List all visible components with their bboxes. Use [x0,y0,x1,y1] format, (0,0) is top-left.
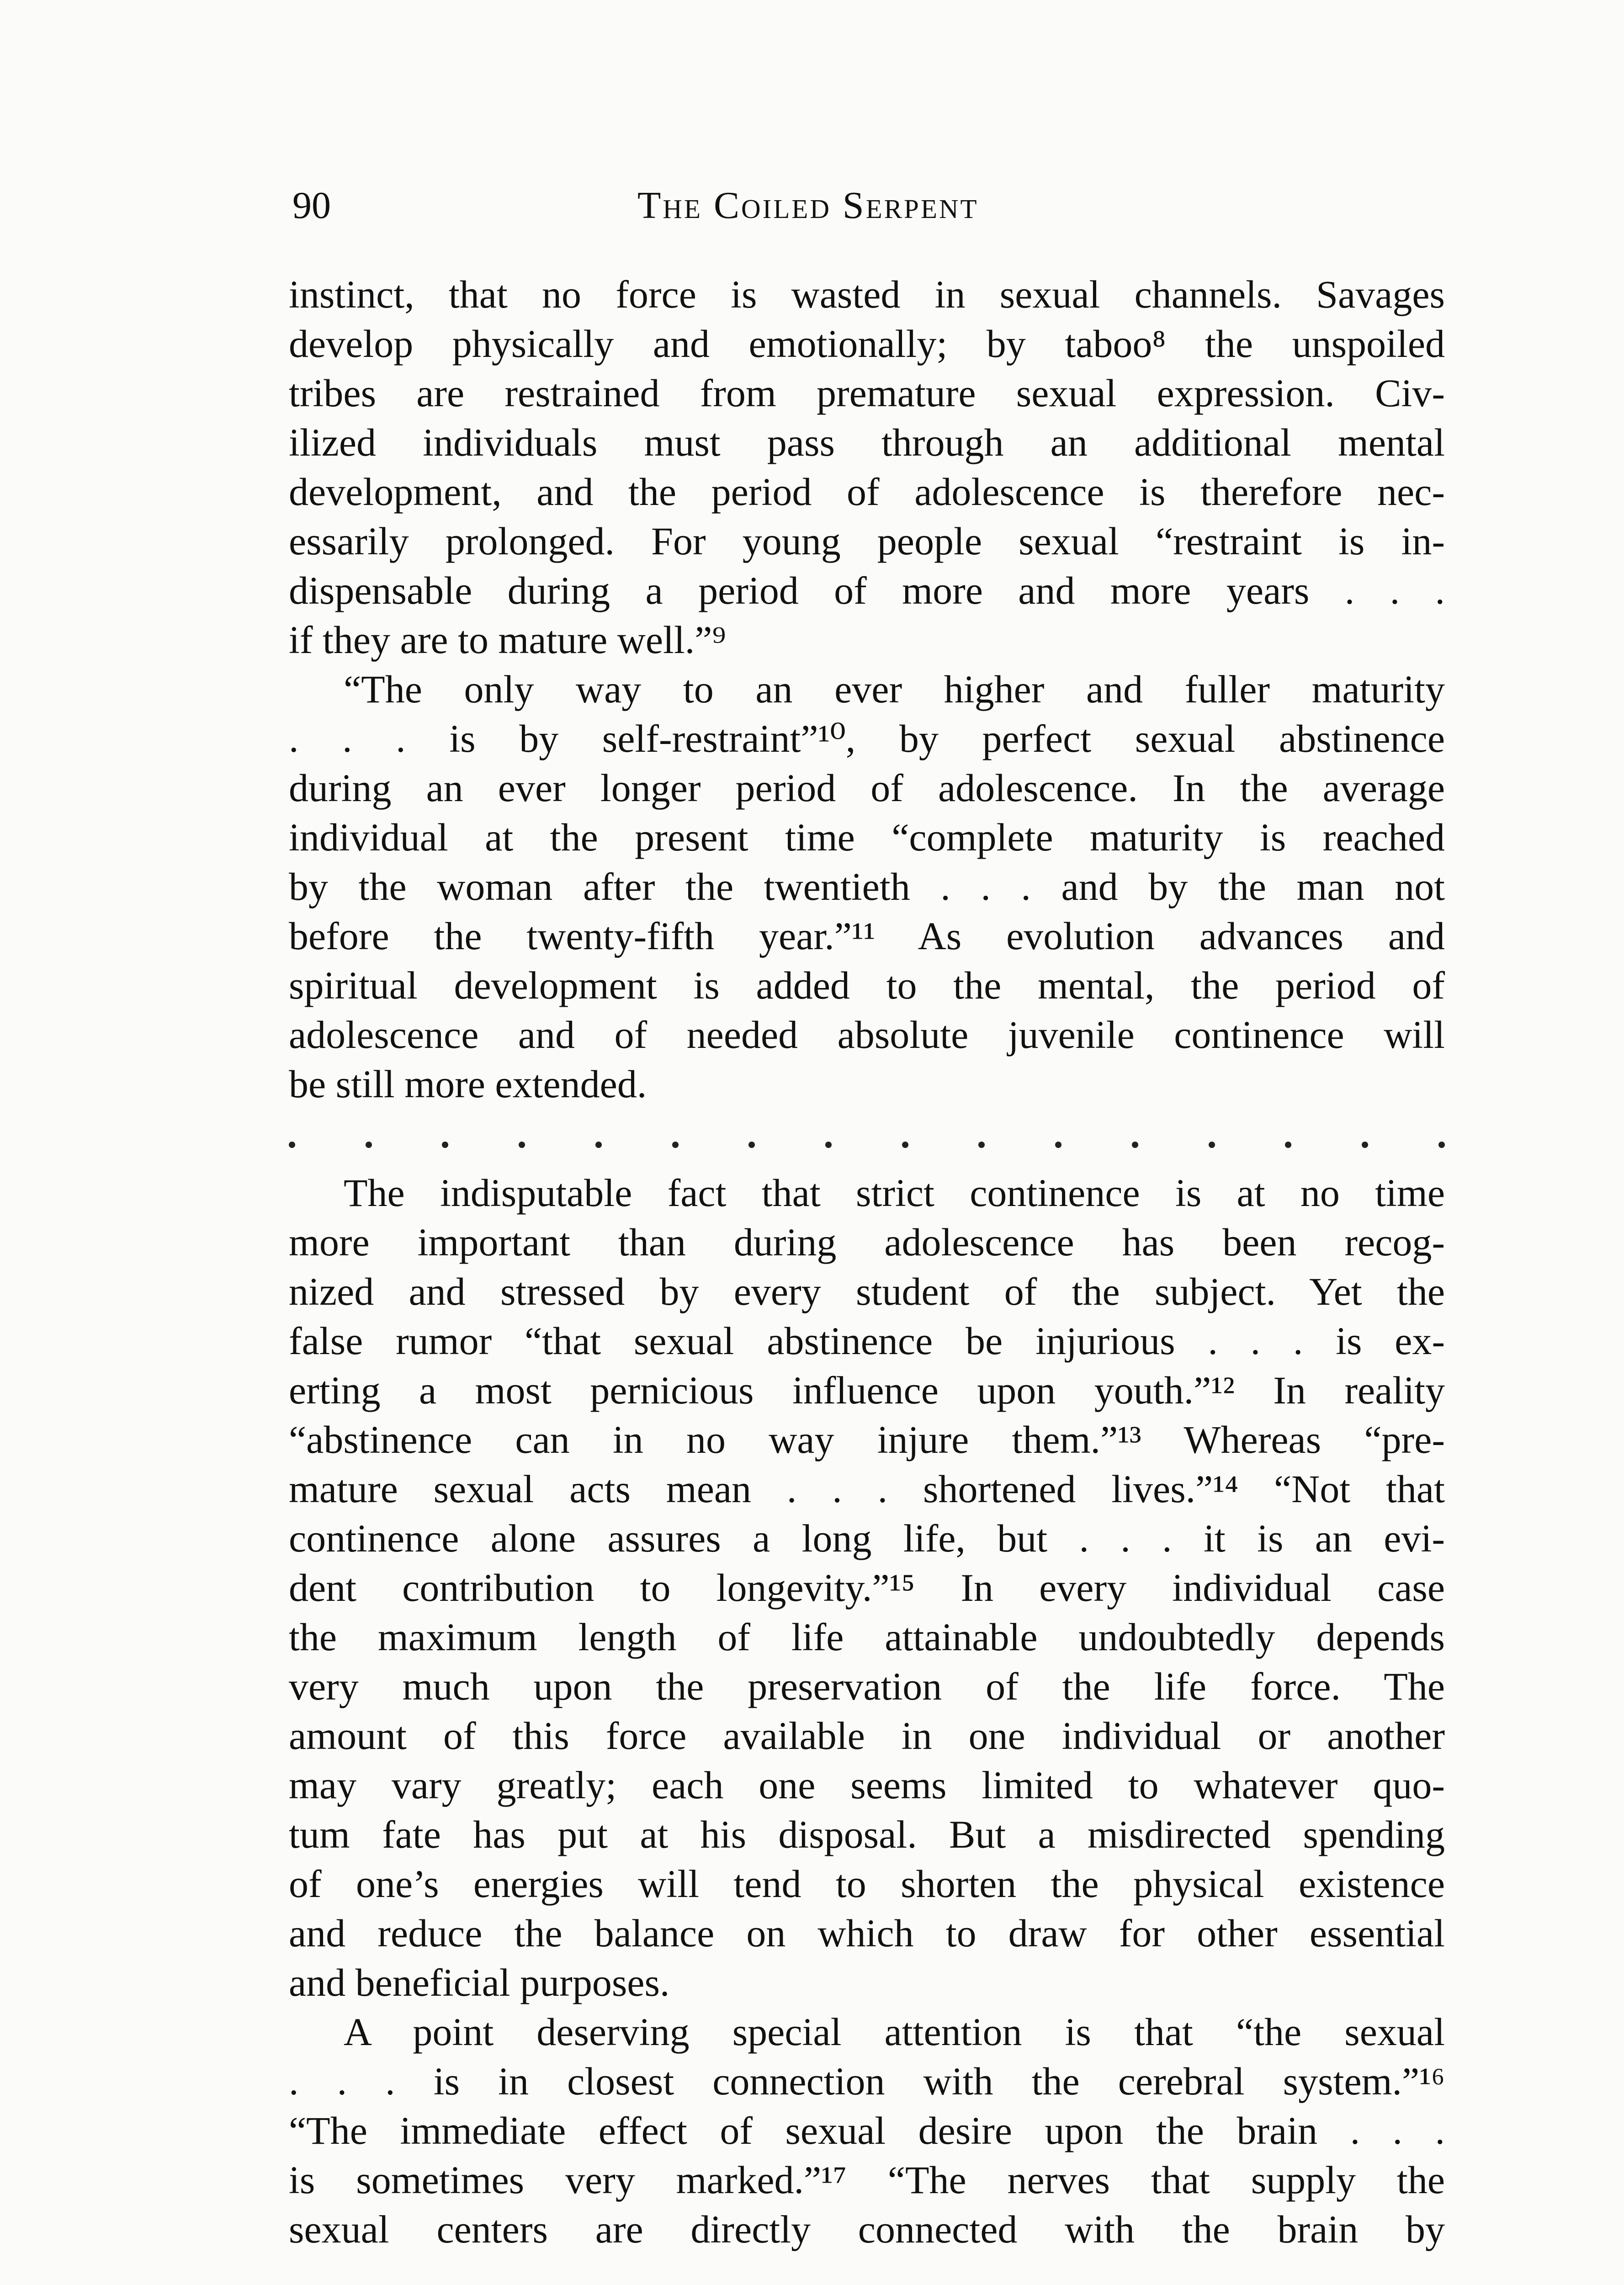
dot [442,1142,448,1148]
text-line: adolescence and of needed absolute juvenile continence will [289,1013,1445,1057]
dot [519,1142,525,1148]
dot [366,1142,372,1148]
text-line: continence alone assures a long life, but . . . it is an evi- [289,1516,1445,1560]
text-line: more important than during adolescence has been recog- [289,1220,1445,1264]
text-line: instinct, that no force is wasted in sexual channels. Savages [289,272,1445,316]
text-line: spiritual development is added to the mental, the period of [289,963,1445,1007]
dot [1055,1142,1061,1148]
paragraph-4 [289,2007,1445,2254]
text-line: . . . is by self-restraint”¹⁰, by perfect sexual abstinence [289,717,1445,760]
paragraph-3 [289,1168,1445,2007]
dot [289,1142,295,1148]
text-line: amount of this force available in one individual or another [289,1714,1445,1758]
text-line: essarily prolonged. For young people sexual “restraint is in- [289,519,1445,563]
text-line: . . . is in closest connection with the cerebral system.”¹⁶ [289,2059,1445,2103]
text-line: A point deserving special attention is that “the sexual [344,2010,1445,2054]
dot [978,1142,985,1148]
dot [1362,1142,1368,1148]
dot [902,1142,908,1148]
dot [1438,1142,1445,1148]
text-line: develop physically and emotionally; by taboo⁸ the unspoiled [289,322,1445,366]
text-line: false rumor “that sexual abstinence be injurious . . . is ex- [289,1319,1445,1363]
text-line: individual at the present time “complete maturity is reached [289,815,1445,859]
text-line: of one’s energies will tend to shorten the physical existence [289,1862,1445,1906]
text-line: is sometimes very marked.”¹⁷ “The nerves that supply the [289,2158,1445,2202]
text-line: and reduce the balance on which to draw for other essential [289,1911,1445,1955]
text-line: before the twenty-fifth year.”¹¹ As evolution advances and [289,914,1445,958]
body-text [289,270,1445,2254]
text-line: ilized individuals must pass through an additional mental [289,420,1445,464]
text-line: by the woman after the twentieth . . . and by the man not [289,865,1445,909]
text-line: may vary greatly; each one seems limited to whatever quo- [289,1763,1445,1807]
paragraph-1 [289,270,1445,664]
text-line: be still more extended. [289,1062,647,1106]
text-line: dent contribution to longevity.”¹⁵ In every individual case [289,1566,1445,1610]
text-line: tum fate has put at his disposal. But a misdirected spending [289,1812,1445,1856]
text-line: the maximum length of life attainable undoubtedly depends [289,1615,1445,1659]
text-line: “abstinence can in no way injure them.”¹³ Whereas “pre- [289,1418,1445,1461]
dot [672,1142,679,1148]
dot [595,1142,602,1148]
text-line: sexual centers are directly connected with the brain by [289,2207,1445,2251]
text-line: “The immediate effect of sexual desire upon the brain . . . [289,2109,1445,2152]
text-line: “The only way to an ever higher and fuller maturity [344,667,1445,711]
text-line: dispensable during a period of more and more years . . . [289,569,1445,612]
text-line: and beneficial purposes. [289,1961,670,2004]
text-line: erting a most pernicious influence upon youth.”¹² In reality [289,1368,1445,1412]
text-line: mature sexual acts mean . . . shortened lives.”¹⁴ “Not that [289,1467,1445,1511]
paragraph-2 [289,664,1445,1109]
text-line: during an ever longer period of adolescence. In the average [289,766,1445,810]
text-line: development, and the period of adolescence is therefore nec- [289,470,1445,514]
page-header [292,181,1444,231]
dot [1132,1142,1138,1148]
section-break-dots [289,1114,1445,1164]
text-line: nized and stressed by every student of the subject. Yet the [289,1270,1445,1313]
dot [748,1142,755,1148]
dot [825,1142,832,1148]
text-line: very much upon the preservation of the life force. The [289,1664,1445,1708]
text-line: if they are to mature well.”⁹ [289,618,726,662]
text-line: tribes are restrained from premature sexual expression. Civ- [289,371,1445,415]
dot [1209,1142,1215,1148]
text-line: The indisputable fact that strict continence is at no time [344,1171,1445,1215]
running-title: The Coiled Serpent [637,184,979,227]
page-number: 90 [292,184,331,227]
dot [1285,1142,1291,1148]
